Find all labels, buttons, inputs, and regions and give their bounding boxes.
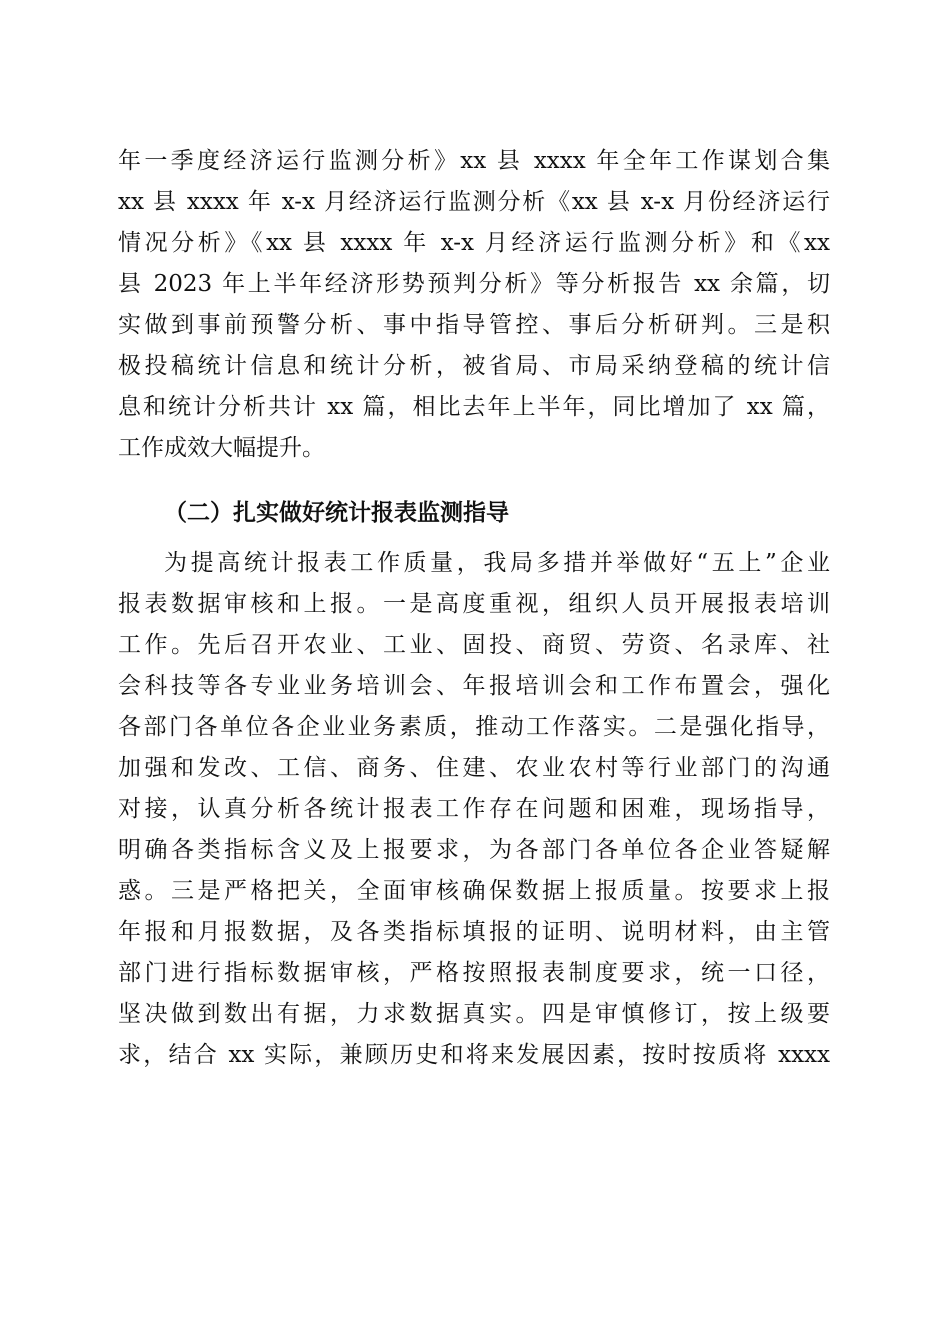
paragraph-line: 部门进行指标数据审核，严格按照报表制度要求，统一口径，	[118, 960, 830, 986]
paragraph-line: 坚决做到数出有据，力求数据真实。四是审慎修订，按上级要	[118, 1001, 830, 1027]
paragraph-line: 明确各类指标含义及上报要求，为各部门各单位各企业答疑解	[118, 837, 830, 863]
paragraph-line: 加强和发改、工信、商务、住建、农业农村等行业部门的沟通	[118, 755, 830, 781]
paragraph-line: 工作。先后召开农业、工业、固投、商贸、劳资、名录库、社	[118, 632, 830, 658]
paragraph-line: 为提高统计报表工作质量，我局多措并举做好“五上”企业	[164, 550, 830, 576]
section-heading: （二）扎实做好统计报表监测指导	[164, 499, 509, 526]
paragraph-line: 极投稿统计信息和统计分析，被省局、市局采纳登稿的统计信	[118, 353, 830, 379]
paragraph-line: 息和统计分析共计 xx 篇，相比去年上半年，同比增加了 xx 篇，	[118, 394, 830, 420]
paragraph-line: 各部门各单位各企业业务素质，推动工作落实。二是强化指导，	[118, 714, 830, 740]
paragraph-line: 求，结合 xx 实际，兼顾历史和将来发展因素，按时按质将 xxxx	[118, 1042, 830, 1068]
paragraph-line: 年一季度经济运行监测分析》xx 县 xxxx 年全年工作谋划合集	[118, 148, 830, 174]
paragraph-line: xx 县 xxxx 年 x-x 月经济运行监测分析《xx 县 x-x 月份经济运行	[118, 189, 830, 215]
paragraph-line: 报表数据审核和上报。一是高度重视，组织人员开展报表培训	[118, 591, 830, 617]
paragraph-line: 实做到事前预警分析、事中指导管控、事后分析研判。三是积	[118, 312, 830, 338]
paragraph-line: 县 2023 年上半年经济形势预判分析》等分析报告 xx 余篇，切	[118, 271, 830, 297]
paragraph-line: 惑。三是严格把关，全面审核确保数据上报质量。按要求上报	[118, 878, 830, 904]
paragraph-line: 工作成效大幅提升。	[118, 435, 325, 461]
paragraph-line: 年报和月报数据，及各类指标填报的证明、说明材料，由主管	[118, 919, 830, 945]
paragraph-line: 会科技等各专业业务培训会、年报培训会和工作布置会，强化	[118, 673, 830, 699]
paragraph-line: 情况分析》《xx 县 xxxx 年 x-x 月经济运行监测分析》和《xx	[118, 230, 830, 256]
paragraph-line: 对接，认真分析各统计报表工作存在问题和困难，现场指导，	[118, 796, 830, 822]
